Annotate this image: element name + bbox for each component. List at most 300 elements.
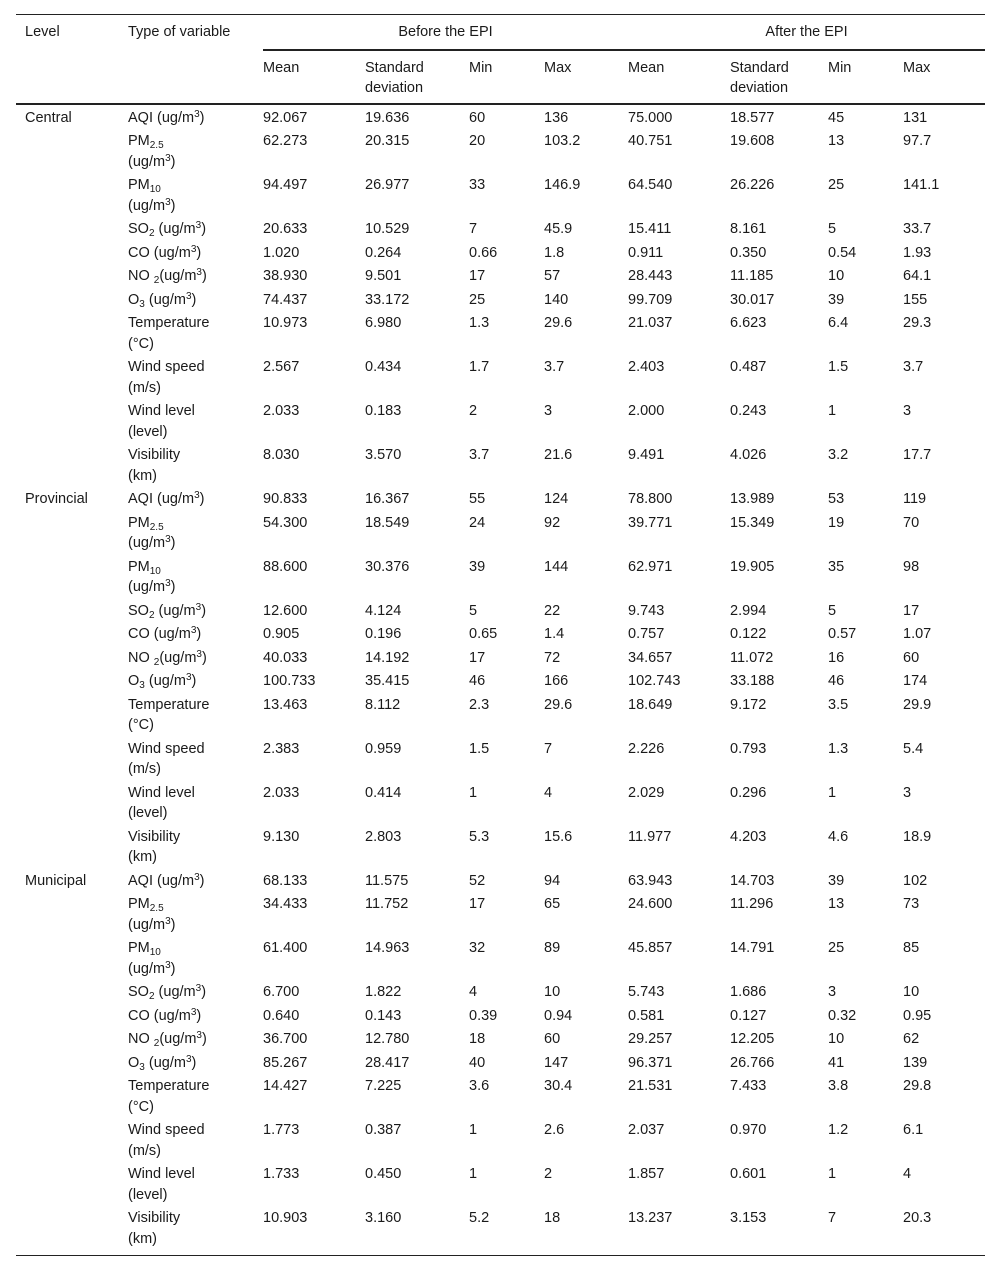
after-min-cell: 5 xyxy=(828,221,837,237)
level-cell xyxy=(16,1206,128,1256)
after-min-cell: 1.3 xyxy=(828,740,849,757)
variable-cell xyxy=(128,288,263,312)
variable-subscript: 2 xyxy=(153,1038,160,1049)
before-std-cell: 0.264 xyxy=(365,244,402,261)
variable-superscript: 3 xyxy=(190,625,197,636)
level-cell xyxy=(16,980,128,1004)
after-min-cell: 45 xyxy=(828,109,845,126)
variable-name: Wind speed xyxy=(128,1122,205,1138)
variable-cell xyxy=(128,511,263,555)
level-cell xyxy=(16,825,128,869)
variable-unit: (ug/m xyxy=(157,491,195,507)
before-std-cell: 12.780 xyxy=(365,1031,410,1047)
variable-cell xyxy=(128,443,263,487)
variable-superscript: 3 xyxy=(190,1006,197,1018)
before-std-cell: 9.501 xyxy=(365,268,402,284)
before-mean-cell: 2.383 xyxy=(263,740,300,757)
table-row xyxy=(16,288,985,312)
after-max-cell: 4 xyxy=(903,1166,912,1182)
before-max-cell: 1.8 xyxy=(544,244,565,261)
before-min-cell: 5 xyxy=(469,602,478,619)
before-std-cell: 2.803 xyxy=(365,828,402,845)
variable-name: PM xyxy=(128,514,150,531)
variable-unit: (level) xyxy=(128,805,168,821)
after-std-cell: 11.185 xyxy=(730,268,774,284)
before-std-cell: 0.434 xyxy=(365,359,402,375)
variable-subscript: 2 xyxy=(148,991,155,1002)
before-mean-cell: 14.427 xyxy=(263,1078,308,1094)
before-max-cell: 140 xyxy=(544,291,569,308)
table-row xyxy=(16,1162,985,1206)
variable-cell xyxy=(128,892,263,936)
before-std-cell: 19.636 xyxy=(365,109,410,126)
before-std-cell: 20.315 xyxy=(365,133,410,149)
before-min-cell: 2 xyxy=(469,403,478,419)
variable-superscript: 3 xyxy=(185,290,192,302)
variable-name: Temperature xyxy=(128,315,210,331)
before-std-cell: 33.172 xyxy=(365,291,410,308)
variable-unit: (ug/m xyxy=(128,535,166,551)
table-row xyxy=(16,173,985,217)
variable-name: Temperature xyxy=(128,1078,210,1094)
after-max-cell: 64.1 xyxy=(903,268,932,284)
before-mean-cell: 20.633 xyxy=(263,221,308,237)
after-std-cell: 15.349 xyxy=(730,514,775,531)
after-std-cell: 0.296 xyxy=(730,784,767,801)
before-std-cell: 0.387 xyxy=(365,1122,402,1138)
after-mean-cell: 45.857 xyxy=(628,940,673,956)
before-max-cell: 124 xyxy=(544,491,569,507)
after-std-cell: 6.623 xyxy=(730,315,767,331)
variable-unit: (ug/m xyxy=(128,916,166,933)
after-mean-cell: 2.226 xyxy=(628,740,665,757)
after-std-cell: 8.161 xyxy=(730,221,767,237)
before-max-cell: 3.7 xyxy=(544,359,565,375)
before-std-cell: 0.959 xyxy=(365,740,402,757)
after-std-cell: 0.243 xyxy=(730,403,767,419)
before-min-cell: 1 xyxy=(469,1166,478,1182)
before-min-cell: 2.3 xyxy=(469,696,490,713)
variable-unit-close: ) xyxy=(201,602,207,619)
before-min-cell: 39 xyxy=(469,558,486,575)
variable-name: CO xyxy=(128,244,150,261)
before-min-cell: 5.3 xyxy=(469,828,490,845)
variable-unit: (ug/m xyxy=(128,960,166,977)
before-min-cell: 3.7 xyxy=(469,447,490,463)
variable-superscript: 3 xyxy=(194,871,200,883)
variable-unit-close: ) xyxy=(201,984,207,1000)
variable-unit: (level) xyxy=(128,423,168,440)
before-std-cell: 11.752 xyxy=(365,896,409,912)
variable-name: AQI xyxy=(128,872,153,889)
after-max-cell: 174 xyxy=(903,673,928,689)
table-row xyxy=(16,241,985,265)
variable-superscript: 3 xyxy=(196,648,202,660)
variable-unit-close: ) xyxy=(199,872,205,889)
after-min-cell: 46 xyxy=(828,673,845,689)
before-min-cell: 4 xyxy=(469,984,478,1000)
after-min-cell: 13 xyxy=(828,896,845,912)
variable-unit: (ug/m xyxy=(128,197,166,214)
table-row xyxy=(16,399,985,443)
after-mean-cell: 9.491 xyxy=(628,447,665,463)
before-mean-cell: 8.030 xyxy=(263,447,300,463)
level-cell: Central xyxy=(25,109,72,126)
variable-unit: (°C) xyxy=(128,335,154,352)
variable-unit: (km) xyxy=(128,467,157,484)
variable-superscript: 3 xyxy=(196,1030,202,1041)
variable-cell xyxy=(128,217,263,241)
variable-unit-close: ) xyxy=(170,153,176,170)
variable-unit-close: ) xyxy=(191,673,197,689)
after-min-cell: 7 xyxy=(828,1210,837,1226)
variable-cell xyxy=(128,355,263,399)
before-min-cell: 32 xyxy=(469,940,486,956)
before-max-cell: 45.9 xyxy=(544,221,573,237)
before-mean-cell: 38.930 xyxy=(263,268,308,284)
variable-cell xyxy=(128,1206,263,1256)
after-min-cell: 1 xyxy=(828,403,837,419)
after-std-cell: 4.203 xyxy=(730,828,767,845)
before-std-cell: 16.367 xyxy=(365,491,410,507)
before-std-cell: 4.124 xyxy=(365,602,402,619)
epi-statistics-table xyxy=(16,14,985,1256)
before-mean-cell: 74.437 xyxy=(263,291,308,308)
variable-cell xyxy=(128,241,263,265)
before-mean-cell: 6.700 xyxy=(263,984,300,1000)
variable-unit: (m/s) xyxy=(128,1142,162,1159)
before-std-cell: 30.376 xyxy=(365,558,410,575)
before-mean-cell: 61.400 xyxy=(263,940,308,956)
before-mean-cell: 1.773 xyxy=(263,1122,300,1138)
after-mean-cell: 21.531 xyxy=(628,1078,673,1094)
variable-name: SO xyxy=(128,984,149,1000)
variable-subscript: 2.5 xyxy=(149,903,164,914)
variable-cell xyxy=(128,399,263,443)
variable-unit-close: ) xyxy=(199,109,205,126)
variable-cell xyxy=(128,129,263,173)
before-max-cell: 2 xyxy=(544,1166,553,1182)
after-mean-cell: 96.371 xyxy=(628,1054,673,1071)
after-max-cell: 0.95 xyxy=(903,1007,932,1024)
before-std-cell: 3.570 xyxy=(365,447,402,463)
before-max-cell: 30.4 xyxy=(544,1078,573,1094)
variable-subscript: 2 xyxy=(148,228,155,239)
level-cell xyxy=(16,511,128,555)
variable-unit: (m/s) xyxy=(128,761,162,777)
before-mean-cell: 92.067 xyxy=(263,109,308,126)
variable-unit-close: ) xyxy=(170,197,176,214)
before-max-cell: 21.6 xyxy=(544,447,573,463)
after-min-cell: 3.8 xyxy=(828,1078,849,1094)
variable-subscript: 10 xyxy=(149,565,161,577)
table-row xyxy=(16,1206,985,1256)
before-max-cell: 94 xyxy=(544,872,561,889)
variable-unit: (ug/m xyxy=(128,579,166,595)
table-container xyxy=(16,14,985,1256)
variable-unit-close: ) xyxy=(199,491,205,507)
after-mean-cell: 9.743 xyxy=(628,602,665,619)
variable-subscript: 3 xyxy=(139,680,145,691)
after-std-cell: 1.686 xyxy=(730,984,767,1000)
after-min-cell: 3.5 xyxy=(828,696,849,713)
header-before-max: Max xyxy=(544,59,572,76)
header-before-min: Min xyxy=(469,59,493,76)
variable-unit-close: ) xyxy=(170,579,176,595)
level-cell xyxy=(16,1051,128,1075)
after-max-cell: 102 xyxy=(903,872,928,889)
after-max-cell: 5.4 xyxy=(903,740,924,757)
before-mean-cell: 13.463 xyxy=(263,696,308,713)
variable-unit-close: ) xyxy=(170,535,176,551)
before-min-cell: 3.6 xyxy=(469,1078,490,1094)
level-cell xyxy=(16,1162,128,1206)
after-mean-cell: 78.800 xyxy=(628,491,673,507)
level-cell: Municipal xyxy=(25,872,87,889)
variable-unit: (ug/m xyxy=(128,153,166,170)
variable-cell xyxy=(128,555,263,599)
after-mean-cell: 99.709 xyxy=(628,291,673,308)
before-std-cell: 8.112 xyxy=(365,696,401,713)
before-min-cell: 18 xyxy=(469,1031,486,1047)
after-min-cell: 1 xyxy=(828,1166,837,1182)
variable-name: Temperature xyxy=(128,696,210,713)
variable-unit-close: ) xyxy=(170,916,176,933)
before-std-cell: 0.196 xyxy=(365,626,402,642)
before-std-cell: 0.183 xyxy=(365,403,402,419)
variable-unit: (km) xyxy=(128,1230,157,1247)
before-max-cell: 3 xyxy=(544,403,553,419)
after-min-cell: 6.4 xyxy=(828,315,849,331)
table-row xyxy=(16,936,985,980)
before-min-cell: 1 xyxy=(469,784,478,801)
after-min-cell: 4.6 xyxy=(828,828,849,845)
table-row xyxy=(16,825,985,869)
after-min-cell: 5 xyxy=(828,602,837,619)
before-mean-cell: 40.033 xyxy=(263,649,308,666)
after-std-cell: 26.226 xyxy=(730,177,775,193)
before-mean-cell: 12.600 xyxy=(263,602,308,619)
table-row xyxy=(16,781,985,825)
after-max-cell: 139 xyxy=(903,1054,928,1071)
before-max-cell: 15.6 xyxy=(544,828,573,845)
before-max-cell: 2.6 xyxy=(544,1122,565,1138)
after-mean-cell: 2.037 xyxy=(628,1122,665,1138)
variable-unit-close: ) xyxy=(201,268,207,284)
before-min-cell: 1.5 xyxy=(469,740,490,757)
before-max-cell: 166 xyxy=(544,673,569,689)
variable-subscript: 2 xyxy=(153,275,160,286)
variable-superscript: 3 xyxy=(165,578,171,589)
variable-superscript: 3 xyxy=(165,534,171,545)
variable-cell xyxy=(128,646,263,670)
before-min-cell: 25 xyxy=(469,291,486,308)
before-min-cell: 0.65 xyxy=(469,626,498,642)
table-row xyxy=(16,355,985,399)
variable-unit-close: ) xyxy=(191,1054,197,1071)
after-std-cell: 0.487 xyxy=(730,359,767,375)
before-max-cell: 22 xyxy=(544,602,561,619)
after-std-cell: 3.153 xyxy=(730,1210,767,1226)
after-std-cell: 0.793 xyxy=(730,740,767,757)
after-std-cell: 0.122 xyxy=(730,626,767,642)
level-cell xyxy=(16,355,128,399)
after-mean-cell: 21.037 xyxy=(628,315,673,331)
after-min-cell: 25 xyxy=(828,177,845,193)
variable-cell xyxy=(128,781,263,825)
variable-cell xyxy=(128,869,263,893)
after-std-cell: 13.989 xyxy=(730,491,775,507)
before-min-cell: 0.66 xyxy=(469,244,498,261)
after-std-cell: 7.433 xyxy=(730,1078,767,1094)
before-max-cell: 4 xyxy=(544,784,553,801)
after-min-cell: 16 xyxy=(828,649,845,666)
before-max-cell: 136 xyxy=(544,109,569,126)
after-max-cell: 3 xyxy=(903,403,912,419)
variable-superscript: 3 xyxy=(165,152,171,164)
table-row xyxy=(16,599,985,623)
after-mean-cell: 62.971 xyxy=(628,558,673,575)
variable-superscript: 3 xyxy=(194,490,200,501)
variable-cell xyxy=(128,264,263,288)
before-max-cell: 60 xyxy=(544,1031,561,1047)
variable-unit-close: ) xyxy=(201,1031,207,1047)
level-cell xyxy=(16,1027,128,1051)
after-min-cell: 19 xyxy=(828,514,845,531)
variable-unit-close: ) xyxy=(201,221,207,237)
before-min-cell: 17 xyxy=(469,268,486,284)
table-row xyxy=(16,217,985,241)
after-mean-cell: 15.411 xyxy=(628,221,672,237)
variable-unit: (ug/m xyxy=(158,602,196,619)
before-max-cell: 103.2 xyxy=(544,133,581,149)
variable-cell xyxy=(128,1162,263,1206)
before-min-cell: 60 xyxy=(469,109,486,126)
before-mean-cell: 1.733 xyxy=(263,1166,300,1182)
before-std-cell: 28.417 xyxy=(365,1054,410,1071)
variable-subscript: 2 xyxy=(153,656,160,668)
before-min-cell: 0.39 xyxy=(469,1007,498,1024)
before-mean-cell: 100.733 xyxy=(263,673,316,689)
after-std-cell: 14.703 xyxy=(730,872,775,889)
level-cell xyxy=(16,737,128,781)
variable-unit: (km) xyxy=(128,849,157,865)
header-after-epi: After the EPI xyxy=(628,15,985,50)
header-level: Level xyxy=(25,24,60,40)
variable-subscript: 10 xyxy=(149,184,161,195)
before-mean-cell: 90.833 xyxy=(263,491,308,507)
variable-cell xyxy=(128,1004,263,1028)
before-mean-cell: 2.033 xyxy=(263,784,300,801)
before-min-cell: 33 xyxy=(469,177,486,193)
variable-cell xyxy=(128,737,263,781)
after-mean-cell: 34.657 xyxy=(628,649,673,666)
before-min-cell: 7 xyxy=(469,221,478,237)
before-mean-cell: 34.433 xyxy=(263,896,308,912)
after-min-cell: 3 xyxy=(828,984,837,1000)
level-cell xyxy=(16,892,128,936)
variable-subscript: 3 xyxy=(139,298,145,310)
table-row xyxy=(16,1004,985,1028)
variable-cell xyxy=(128,311,263,355)
variable-cell xyxy=(128,1027,263,1051)
after-min-cell: 0.32 xyxy=(828,1007,857,1024)
before-mean-cell: 85.267 xyxy=(263,1054,308,1071)
variable-cell xyxy=(128,599,263,623)
table-row xyxy=(16,622,985,646)
after-std-cell: 11.296 xyxy=(730,896,774,912)
variable-cell xyxy=(128,936,263,980)
before-std-cell: 14.192 xyxy=(365,649,410,666)
variable-subscript: 10 xyxy=(149,947,161,958)
before-std-cell: 6.980 xyxy=(365,315,402,331)
after-min-cell: 10 xyxy=(828,268,845,284)
table-row xyxy=(16,555,985,599)
before-mean-cell: 0.905 xyxy=(263,626,300,642)
variable-superscript: 3 xyxy=(165,959,171,971)
after-min-cell: 13 xyxy=(828,133,845,149)
after-mean-cell: 40.751 xyxy=(628,133,673,149)
variable-cell xyxy=(128,173,263,217)
variable-name: SO xyxy=(128,602,149,619)
after-min-cell: 10 xyxy=(828,1031,845,1047)
variable-unit: (ug/m xyxy=(159,268,197,284)
after-max-cell: 29.8 xyxy=(903,1078,932,1094)
before-max-cell: 7 xyxy=(544,740,553,757)
variable-cell xyxy=(128,1051,263,1075)
before-min-cell: 55 xyxy=(469,491,486,507)
table-row xyxy=(16,104,985,130)
level-cell xyxy=(16,669,128,693)
after-std-cell: 11.072 xyxy=(730,649,774,666)
before-std-cell: 0.450 xyxy=(365,1166,402,1182)
header-before-std: Standard deviation xyxy=(365,59,424,96)
before-mean-cell: 2.567 xyxy=(263,359,300,375)
level-cell xyxy=(16,599,128,623)
before-max-cell: 144 xyxy=(544,558,569,575)
variable-unit: (ug/m xyxy=(157,109,195,126)
variable-name: Visibility xyxy=(128,447,181,463)
variable-name: CO xyxy=(128,626,150,642)
before-max-cell: 18 xyxy=(544,1210,561,1226)
after-std-cell: 4.026 xyxy=(730,447,767,463)
after-std-cell: 19.608 xyxy=(730,133,775,149)
variable-unit: (ug/m xyxy=(159,1031,197,1047)
before-min-cell: 1.3 xyxy=(469,315,490,331)
after-max-cell: 20.3 xyxy=(903,1210,932,1226)
variable-unit: (ug/m xyxy=(157,872,195,889)
level-cell xyxy=(16,693,128,737)
before-std-cell: 10.529 xyxy=(365,221,410,237)
variable-unit-close: ) xyxy=(191,291,197,308)
variable-superscript: 3 xyxy=(196,267,202,278)
variable-superscript: 3 xyxy=(185,1053,192,1065)
after-mean-cell: 0.911 xyxy=(628,244,664,261)
before-mean-cell: 36.700 xyxy=(263,1031,308,1047)
variable-name: PM xyxy=(128,896,150,912)
before-max-cell: 10 xyxy=(544,984,561,1000)
variable-unit: (level) xyxy=(128,1186,168,1203)
after-min-cell: 53 xyxy=(828,491,845,507)
variable-cell xyxy=(128,980,263,1004)
after-max-cell: 60 xyxy=(903,649,920,666)
level-cell: Provincial xyxy=(25,491,88,507)
variable-cell xyxy=(128,1118,263,1162)
before-max-cell: 72 xyxy=(544,649,561,666)
after-mean-cell: 0.757 xyxy=(628,626,665,642)
after-mean-cell: 75.000 xyxy=(628,109,673,126)
after-mean-cell: 11.977 xyxy=(628,828,672,845)
